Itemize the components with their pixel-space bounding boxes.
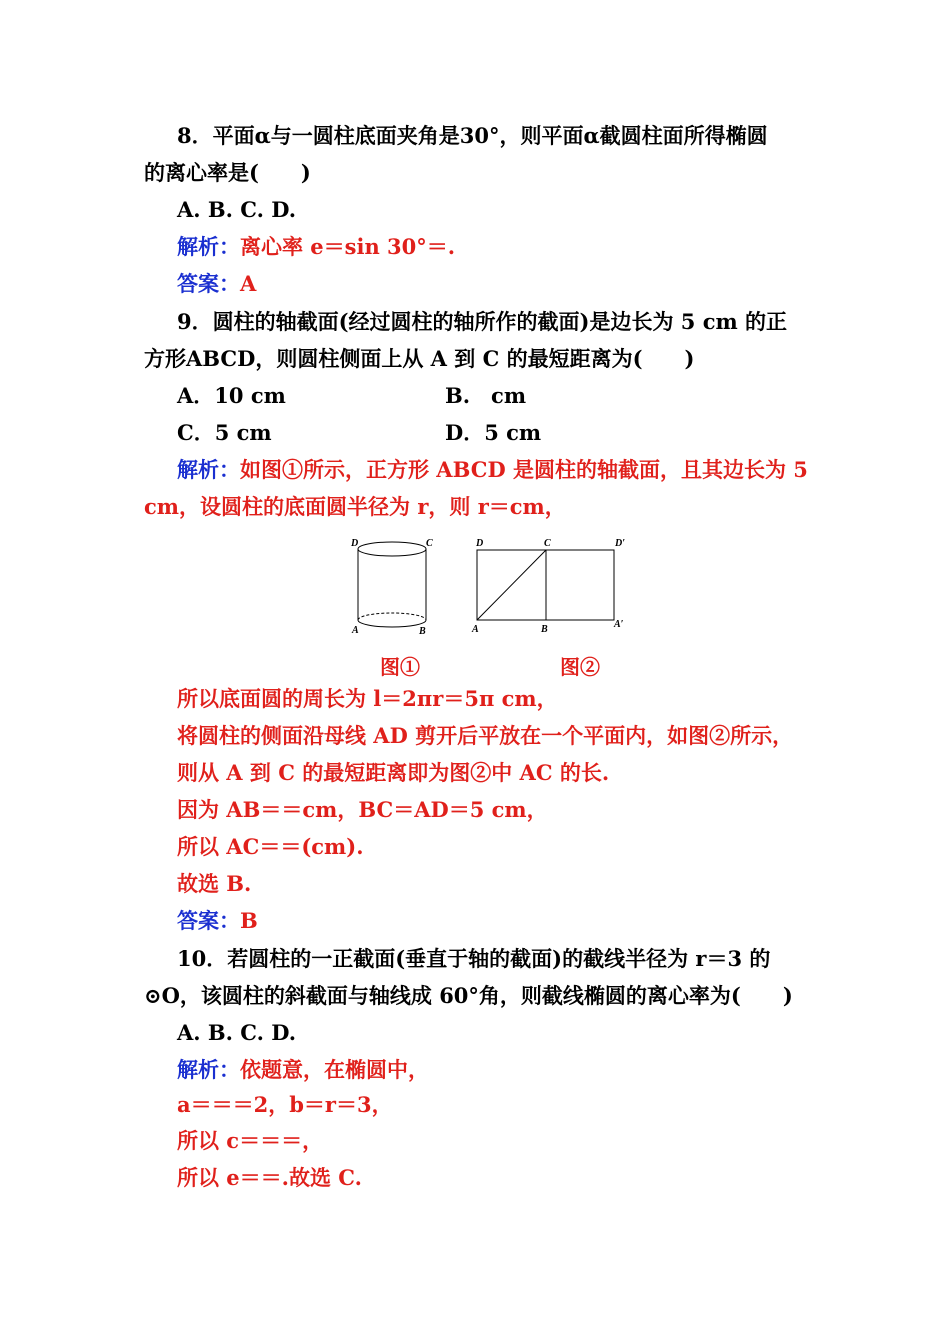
analysis-text: 依题意，在椭圆中， [240, 1057, 429, 1082]
cylinder-bottom-back [358, 613, 426, 620]
segment-ac [477, 550, 546, 620]
figure-cylinder [345, 535, 445, 640]
q8-analysis [177, 232, 455, 262]
analysis-label: 解析： [177, 234, 240, 259]
analysis-label: 解析： [177, 1057, 240, 1082]
figure-unrolled [468, 535, 638, 640]
q9-step4: 因为 AB＝＝cm，BC＝AD＝5 cm， [177, 797, 548, 822]
fig2-label-c: C [544, 538, 551, 549]
q8-answer [177, 269, 256, 299]
fig1-label-c: C [426, 538, 433, 549]
q9-step1: 所以底面圆的周长为 l＝2πr＝5π cm， [177, 686, 558, 711]
q10-step1: a＝＝＝2，b＝r＝3， [177, 1092, 393, 1117]
q9-step5: 所以 AC＝＝(cm). [177, 834, 364, 859]
fig2-label-b: B [541, 624, 548, 635]
fig2-label-aprime: A′ [614, 619, 624, 630]
q8-options: A. B. C. D. [177, 197, 297, 222]
analysis-text: 离心率 e＝sin 30°＝. [240, 234, 456, 259]
q9-step3: 则从 A 到 C 的最短距离即为图②中 AC 的长. [177, 760, 610, 785]
q9-option-b: B. cm [445, 383, 527, 408]
analysis-label: 解析： [177, 457, 240, 482]
q8-stem-line1: 8．平面α与一圆柱底面夹角是30°，则平面α截圆柱面所得椭圆 [177, 123, 768, 148]
q9-option-d: D．5 cm [445, 420, 542, 445]
q9-stem-line1: 9．圆柱的轴截面(经过圆柱的轴所作的截面)是边长为 5 cm 的正 [177, 309, 788, 334]
answer-label: 答案： [177, 271, 240, 296]
q9-answer [177, 906, 258, 936]
q9-option-a: A．10 cm [177, 383, 286, 408]
q9-step2: 将圆柱的侧面沿母线 AD 剪开后平放在一个平面内，如图②所示， [177, 723, 794, 748]
fig1-label-b: B [419, 626, 426, 637]
cylinder-top-ellipse [358, 542, 426, 556]
fig1-label-a: A [352, 625, 359, 636]
fig1-label-d: D [351, 538, 359, 549]
q9-analysis-line2: cm，设圆柱的底面圆半径为 r，则 r＝cm， [144, 494, 566, 519]
q10-analysis [177, 1055, 429, 1085]
q10-step2: 所以 c＝＝＝， [177, 1128, 324, 1153]
answer-value: A [240, 271, 257, 296]
q9-stem-line2: 方形ABCD，则圆柱侧面上从 A 到 C 的最短距离为( ) [144, 346, 695, 371]
fig2-caption: 图② [560, 655, 600, 679]
cylinder-bottom-front [358, 620, 426, 627]
answer-value: B [240, 908, 258, 933]
q10-stem-line2: ⊙O，该圆柱的斜截面与轴线成 60°角，则截线椭圆的离心率为( ) [144, 983, 793, 1008]
q9-option-c: C．5 cm [177, 420, 272, 445]
q10-options: A. B. C. D. [177, 1020, 297, 1045]
fig2-label-d: D [476, 538, 484, 549]
q9-step6: 故选 B. [177, 871, 252, 896]
q8-stem-line2: 的离心率是( ) [144, 160, 311, 185]
analysis-text: 如图①所示，正方形 ABCD 是圆柱的轴截面，且其边长为 5 [240, 457, 808, 482]
fig2-label-a: A [472, 624, 479, 635]
q10-step3: 所以 e＝＝.故选 C. [177, 1165, 362, 1190]
fig2-label-dprime: D′ [615, 538, 626, 549]
q9-analysis-line1 [177, 455, 808, 485]
fig1-caption: 图① [380, 655, 420, 679]
answer-label: 答案： [177, 908, 240, 933]
q10-stem-line1: 10．若圆柱的一正截面(垂直于轴的截面)的截线半径为 r＝3 的 [177, 946, 771, 971]
